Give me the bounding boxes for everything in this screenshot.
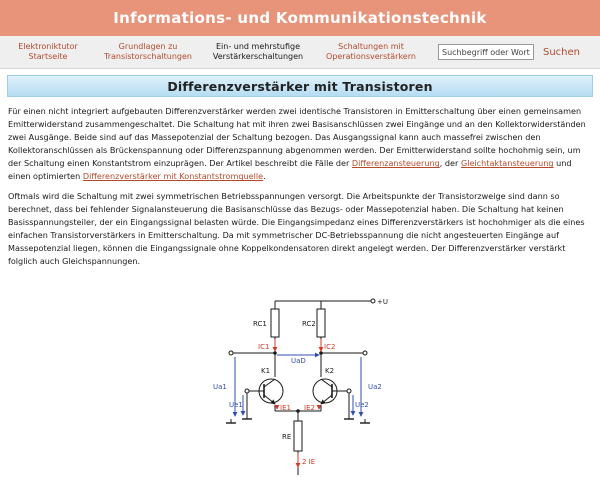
nav-item-startseite[interactable] bbox=[4, 42, 92, 62]
page-heading-box bbox=[7, 75, 593, 97]
search-input[interactable] bbox=[438, 44, 534, 60]
nav-item-grundlagen[interactable] bbox=[92, 42, 204, 62]
nav-item-line: Elektroniktutor bbox=[18, 42, 78, 51]
article-content bbox=[0, 97, 600, 268]
page-title: Differenzverstärker mit Transistoren bbox=[167, 78, 433, 94]
link-gleichtaktansteuerung[interactable]: Gleichtaktansteuerung bbox=[460, 158, 554, 169]
label-ie1: IE1 bbox=[280, 404, 291, 412]
label-k2: K2 bbox=[325, 367, 335, 375]
label-ic2: IC2 bbox=[324, 343, 336, 351]
search-area bbox=[438, 44, 580, 60]
label-ue1: Ue1 bbox=[229, 401, 243, 409]
circuit-diagram bbox=[205, 295, 390, 479]
nav-item-line: Transistorschaltungen bbox=[104, 52, 192, 61]
label-ie2: IE2 bbox=[304, 404, 315, 412]
nav-item-line: Startseite bbox=[28, 52, 68, 61]
nav-item-line: Ein- und mehrstufige bbox=[215, 42, 301, 51]
site-banner bbox=[0, 0, 600, 36]
nav-item-verstaerkerschaltungen[interactable] bbox=[204, 42, 312, 62]
main-navigation bbox=[0, 36, 600, 69]
search-button[interactable]: Suchen bbox=[543, 46, 581, 58]
nav-item-operationsverstaerker[interactable] bbox=[312, 42, 430, 62]
link-konstantstromquelle[interactable]: Differenzverstärker mit Konstantstromquelle bbox=[82, 171, 264, 182]
resistor-rc2 bbox=[317, 309, 325, 337]
site-title: Informations- und Kommunikationstechnik bbox=[113, 9, 487, 27]
label-supply: +U bbox=[377, 298, 388, 306]
label-uad: UaD bbox=[291, 357, 306, 365]
label-ua1: Ua1 bbox=[213, 383, 227, 391]
transistor-k2 bbox=[313, 379, 337, 404]
transistor-k1 bbox=[259, 379, 283, 404]
circuit-terminals bbox=[229, 299, 375, 393]
nav-item-line: Schaltungen mit bbox=[338, 42, 404, 51]
label-2ie: 2 IE bbox=[302, 458, 316, 466]
paragraph-text: Für einen nicht integriert aufgebauten Differenzverstärker werden zwei identische Transistoren in Emitterschaltung über einen gemeinsamen Emitterwiderstand zusammengeschaltet. Die Schaltung hat mit ihren zwei Basisanschlüssen zwei Eingänge und an den Kollektorwiderständen zwei Ausgänge. Beide sind auf das Massepotenzial der Schaltung bezogen. Das Ausgangssignal kann auch massefrei zwischen den Kollektoranschlüssen als Brückenspannung oder Differenzspannung abgenommen werden. Der Emitterwiderstand sollte hochohmig sein, um der Schaltung einen Konstantstrom einzuprägen. Der Artikel beschreibt die Fälle der bbox=[8, 106, 586, 169]
nav-item-line: Grundlagen zu bbox=[118, 42, 178, 51]
label-rc1: RC1 bbox=[253, 320, 267, 328]
paragraph-text: und einen optimierten bbox=[8, 158, 572, 182]
label-re: RE bbox=[282, 433, 292, 441]
label-k1: K1 bbox=[261, 367, 271, 375]
nav-item-line: Operationsverstärkern bbox=[326, 52, 416, 61]
nav-item-line: Verstärkerschaltungen bbox=[212, 52, 304, 61]
paragraph-text: . bbox=[263, 171, 266, 182]
label-rc2: RC2 bbox=[302, 320, 316, 328]
label-ue2: Ue2 bbox=[355, 401, 369, 409]
link-differenzansteuerung[interactable]: Differenzansteuerung bbox=[351, 158, 440, 169]
label-ic1: IC1 bbox=[258, 343, 270, 351]
resistor-re bbox=[294, 421, 302, 451]
resistor-rc1 bbox=[271, 309, 279, 337]
label-ua2: Ua2 bbox=[368, 383, 382, 391]
circuit-diagram-svg bbox=[205, 295, 390, 479]
paragraph-text: , der bbox=[439, 158, 461, 169]
supply-paragraph: Oftmals wird die Schaltung mit zwei symmetrischen Betriebsspannungen versorgt. Die Arbeitspunkte der Transistorzweige sind dann so berechnet, dass bei fehlender Signalansteuerung die Basisanschlüsse das Bezugs- oder Massepotenzial haben. Die Schaltung hat keinen Basisspannungsteiler, der ein Eingangssignal belasten würde. Die Eingangsimpedanz eines Differenzverstärkers ist hochohmiger als die eines einfachen Transistorverstärkers in Emitterschaltung. Da mit symmetrischer DC-Betriebsspannung die nicht angesteuerten Eingänge auf Massepotenzial liegen, können die Eingangssignale ohne Koppelkondensatoren direkt angelegt werden. Der Differenzverstärker verstärkt folglich auch Gleichspannungen. bbox=[8, 190, 585, 267]
intro-paragraph bbox=[8, 105, 592, 184]
